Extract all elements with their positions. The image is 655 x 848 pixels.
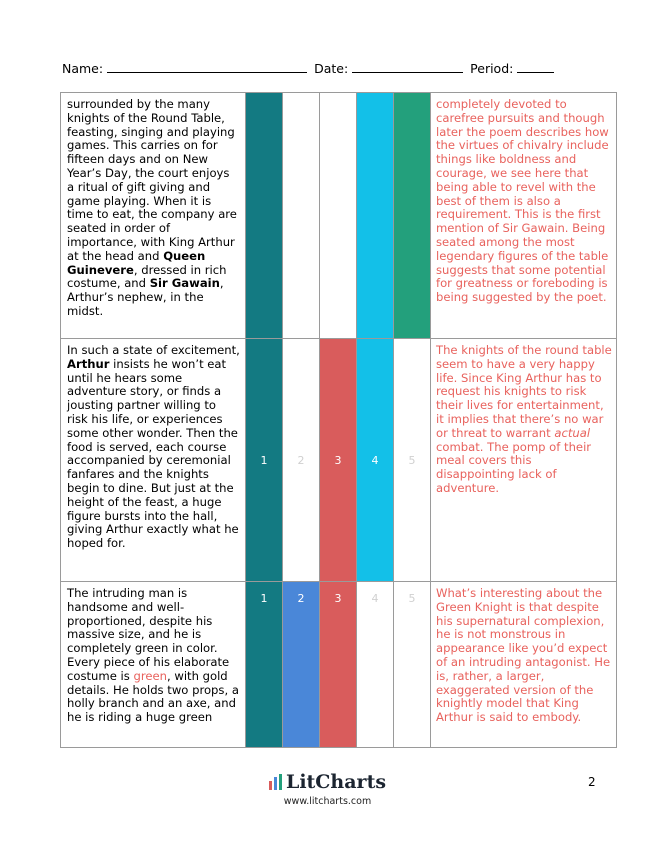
theme-number: 2: [297, 592, 305, 605]
summary-text: surrounded by the many knights of the Round Table, feasting, singing and playing games. This carries on for fifteen days and on New Year’s Day, the court enjoys a ritual of gift giving and game playing. When it is time to eat, the company are seated in order of importance, with King Arthur at the head and: [67, 97, 237, 263]
summary-text: , Arthur’s nephew, in the midst.: [67, 276, 224, 318]
summary-cell: [61, 339, 246, 582]
analysis-text: completely devoted to carefree pursuits and though later the poem describes how the virtues of chivalry include things like boldness and courage, we see here that being able to revel with the best of them is also a requirement. This is the first mention of Sir Gawain. Being seated among the most legendary figures of the table suggests that some potential for greatness or foreboding is being suggested by the poet.: [436, 97, 609, 305]
litcharts-bars-icon: [269, 774, 282, 790]
analysis-cell: [431, 339, 617, 582]
litcharts-logo[interactable]: [269, 771, 386, 793]
summary-cell: [61, 582, 246, 748]
theme-cell-5: [394, 93, 431, 339]
period-label: Period:: [470, 61, 514, 76]
theme-cell-2: [283, 582, 320, 748]
theme-cell-1: [246, 582, 283, 748]
theme-cell-5: [394, 339, 431, 582]
footer: [0, 771, 655, 807]
theme-number: 4: [371, 453, 379, 467]
period-field[interactable]: [517, 60, 554, 73]
theme-number: 3: [334, 592, 342, 605]
theme-number: 2: [297, 453, 305, 467]
name-label: Name:: [62, 61, 104, 76]
summary-text: In such a state of excitement,: [67, 343, 240, 357]
analysis-cell: [431, 93, 617, 339]
character-name: Queen Guinevere: [67, 248, 206, 277]
theme-cell-2: [283, 339, 320, 582]
theme-number: 5: [408, 453, 416, 467]
analysis-text: combat. The pomp of their meal covers this disappointing lack of adventure.: [436, 439, 592, 495]
summary-text: , with gold details. He holds two props, a holly branch and an axe, and he is riding a huge green: [67, 668, 239, 725]
theme-cell-4: [357, 93, 394, 339]
character-name: Arthur: [67, 356, 110, 371]
table-row: [61, 93, 617, 339]
analysis-text: What’s interesting about the Green Knight is that despite his supernatural complexion, he is not monstrous in appearance like you’d expect of an intruding antagonist. He is, rather, a larger, exaggerated version of the knightly model that King Arthur is said to embody.: [436, 586, 611, 725]
summary-analysis-table: [60, 92, 617, 748]
theme-cell-3: [320, 93, 357, 339]
summary-cell: [61, 93, 246, 339]
table-row: [61, 339, 617, 582]
worksheet-header: [62, 60, 554, 76]
page-number: 2: [588, 775, 596, 789]
summary-text: insists he won’t eat until he hears some adventure story, or finds a jousting partner willing to risk his life, or experiences some other wonder. Then the food is served, each course accompanied by ceremonial fanfares and the knights begin to dine. But just at the height of the feast, a huge figure bursts into the hall, giving Arthur exactly what he hoped for.: [67, 356, 239, 551]
site-url[interactable]: www.litcharts.com: [283, 796, 372, 807]
theme-cell-4: [357, 339, 394, 582]
name-field[interactable]: [107, 60, 307, 73]
date-label: Date:: [314, 61, 349, 76]
theme-cell-1: [246, 339, 283, 582]
analysis-text: actual: [554, 425, 591, 440]
logo-text: LitCharts: [285, 771, 387, 793]
theme-cell-1: [246, 93, 283, 339]
theme-cell-4: [357, 582, 394, 748]
date-field[interactable]: [352, 60, 463, 73]
theme-cell-3: [320, 582, 357, 748]
theme-number: 4: [371, 592, 379, 605]
analysis-text: The knights of the round table seem to have a very happy life. Since King Arthur has to request his knights to risk their lives for entertainment, it implies that there’s no war or threat to warrant: [436, 343, 612, 440]
analysis-cell: [431, 582, 617, 748]
theme-cell-3: [320, 339, 357, 582]
theme-number: 5: [408, 592, 416, 605]
table-row: [61, 582, 617, 748]
theme-number: 3: [334, 453, 342, 467]
theme-cell-2: [283, 93, 320, 339]
summary-text: , dressed in rich costume, and: [67, 262, 227, 291]
summary-text: The intruding man is handsome and well-proportioned, despite his massive size, and he is completely green in color. Every piece of his elaborate costume is: [67, 586, 230, 683]
character-name: Sir Gawain: [149, 276, 220, 291]
theme-number: 1: [260, 453, 268, 467]
summary-text: green: [133, 668, 167, 683]
theme-number: 1: [260, 592, 268, 605]
theme-cell-5: [394, 582, 431, 748]
